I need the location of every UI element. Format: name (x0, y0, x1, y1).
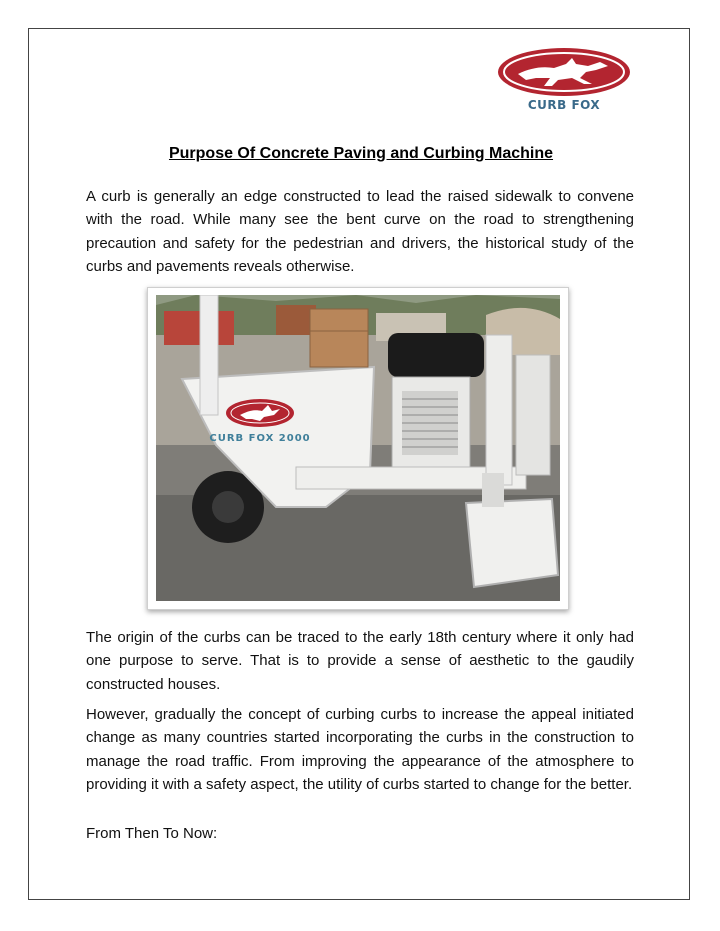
curbing-machine-illustration (156, 295, 560, 601)
fox-oval-icon (496, 46, 632, 98)
paragraph-origin: The origin of the curbs can be traced to the early 18th century where it only had one purpose to serve. That is to provide a sense of aesthetic to the gaudily constructed houses. (86, 629, 634, 693)
section-heading-then-to-now: From Then To Now: (86, 825, 218, 842)
machine-photo (147, 287, 569, 610)
curb-fox-logo (496, 46, 632, 122)
logo-brand-text: CURB FOX (527, 98, 601, 112)
machine-label: CURB FOX 2000 (209, 433, 311, 444)
page-title: Purpose Of Concrete Paving and Curbing Machine (168, 145, 554, 162)
paragraph-intro: A curb is generally an edge constructed to lead the raised sidewalk to convene with the road. While many see the bent curve on the road to strengthening precaution and safety for the pedestrian and drivers, the historical study of the curbs and pavements reveals otherwise. (86, 188, 634, 276)
paragraph-change: However, gradually the concept of curbing curbs to increase the appeal initiated change as many countries started incorporating the curbs in the construction to manage the road traffic. From improving the appearance of the atmosphere to providing it with a safety aspect, the utility of curbs started to change for the better. (86, 706, 634, 794)
